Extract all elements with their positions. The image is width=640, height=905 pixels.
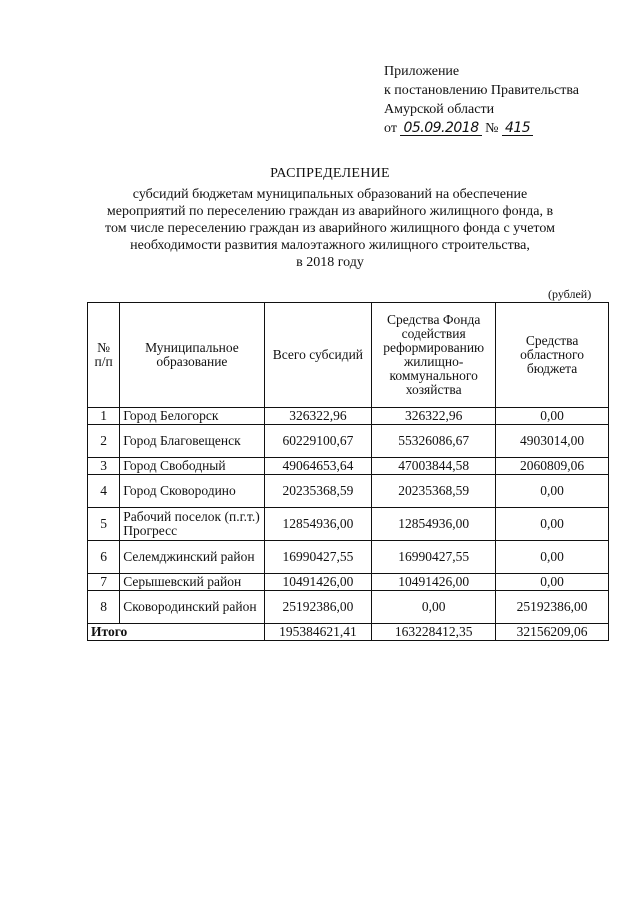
row-num: 7 xyxy=(88,574,120,591)
row-total: 12854936,00 xyxy=(264,508,372,541)
units-note: (рублей) xyxy=(548,287,592,301)
handwritten-number: 415 xyxy=(502,121,533,136)
table-row xyxy=(88,408,609,425)
row-fund: 0,00 xyxy=(372,591,496,624)
document-heading: РАСПРЕДЕЛЕНИЕ xyxy=(270,166,390,181)
title-line-2: мероприятий по переселению граждан из аварийного жилищного фонда, в xyxy=(106,204,554,219)
table-total-row xyxy=(88,624,609,641)
header-num: № п/п xyxy=(88,303,120,408)
total-sum: 195384621,41 xyxy=(264,624,372,641)
title-line-3: том числе переселению граждан из аварийного жилищного фонда с учетом xyxy=(105,221,555,236)
row-region: 0,00 xyxy=(496,408,609,425)
date-prefix: от xyxy=(384,121,397,136)
row-num: 5 xyxy=(88,508,120,541)
row-num: 8 xyxy=(88,591,120,624)
table-row xyxy=(88,574,609,591)
row-name: Город Благовещенск xyxy=(120,425,264,458)
appendix-reference: к постановлению Правительства xyxy=(384,83,580,98)
row-fund: 47003844,58 xyxy=(372,458,496,475)
row-name: Город Сковородино xyxy=(120,475,264,508)
row-fund: 326322,96 xyxy=(372,408,496,425)
title-line-5: в 2018 году xyxy=(296,255,364,270)
total-region: 32156209,06 xyxy=(496,624,609,641)
row-total: 49064653,64 xyxy=(264,458,372,475)
row-region: 0,00 xyxy=(496,508,609,541)
distribution-table xyxy=(87,302,609,641)
row-num: 2 xyxy=(88,425,120,458)
appendix-date-line xyxy=(384,119,579,138)
row-num: 4 xyxy=(88,475,120,508)
title-line-1: субсидий бюджетам муниципальных образований на обеспечение xyxy=(132,187,528,202)
row-total: 20235368,59 xyxy=(264,475,372,508)
row-total: 16990427,55 xyxy=(264,541,372,574)
total-label: Итого xyxy=(88,624,265,641)
table-row xyxy=(88,475,609,508)
appendix-region: Амурской области xyxy=(384,102,495,117)
row-region: 25192386,00 xyxy=(496,591,609,624)
row-num: 1 xyxy=(88,408,120,425)
row-name: Город Белогорск xyxy=(120,408,264,425)
row-total: 326322,96 xyxy=(264,408,372,425)
table-row xyxy=(88,458,609,475)
appendix-title: Приложение xyxy=(384,64,460,79)
header-region: Средства областного бюджета xyxy=(496,303,609,408)
header-total: Всего субсидий xyxy=(264,303,372,408)
document-title-block xyxy=(50,165,610,271)
row-total: 10491426,00 xyxy=(264,574,372,591)
header-name: Муниципальное образование xyxy=(120,303,264,408)
row-fund: 20235368,59 xyxy=(372,475,496,508)
row-fund: 55326086,67 xyxy=(372,425,496,458)
handwritten-date: 05.09.2018 xyxy=(400,121,481,136)
table-row xyxy=(88,591,609,624)
row-total: 25192386,00 xyxy=(264,591,372,624)
table-row xyxy=(88,541,609,574)
number-prefix: № xyxy=(485,121,499,136)
row-total: 60229100,67 xyxy=(264,425,372,458)
header-fund: Средства Фонда содействия реформированию жилищно-коммунального хозяйства xyxy=(372,303,496,408)
row-region: 0,00 xyxy=(496,475,609,508)
row-name: Город Свободный xyxy=(120,458,264,475)
row-region: 2060809,06 xyxy=(496,458,609,475)
row-num: 3 xyxy=(88,458,120,475)
title-line-4: необходимости развития малоэтажного жилищного строительства, xyxy=(130,238,530,253)
table-header-row xyxy=(88,303,609,408)
row-region: 4903014,00 xyxy=(496,425,609,458)
row-name: Селемджинский район xyxy=(120,541,264,574)
row-region: 0,00 xyxy=(496,574,609,591)
appendix-block xyxy=(384,62,579,138)
total-fund: 163228412,35 xyxy=(372,624,496,641)
row-fund: 12854936,00 xyxy=(372,508,496,541)
table-row xyxy=(88,508,609,541)
row-region: 0,00 xyxy=(496,541,609,574)
row-num: 6 xyxy=(88,541,120,574)
row-name: Сковородинский район xyxy=(120,591,264,624)
row-name: Рабочий поселок (п.г.т.) Прогресс xyxy=(120,508,264,541)
row-fund: 10491426,00 xyxy=(372,574,496,591)
row-fund: 16990427,55 xyxy=(372,541,496,574)
row-name: Серышевский район xyxy=(120,574,264,591)
table-row xyxy=(88,425,609,458)
